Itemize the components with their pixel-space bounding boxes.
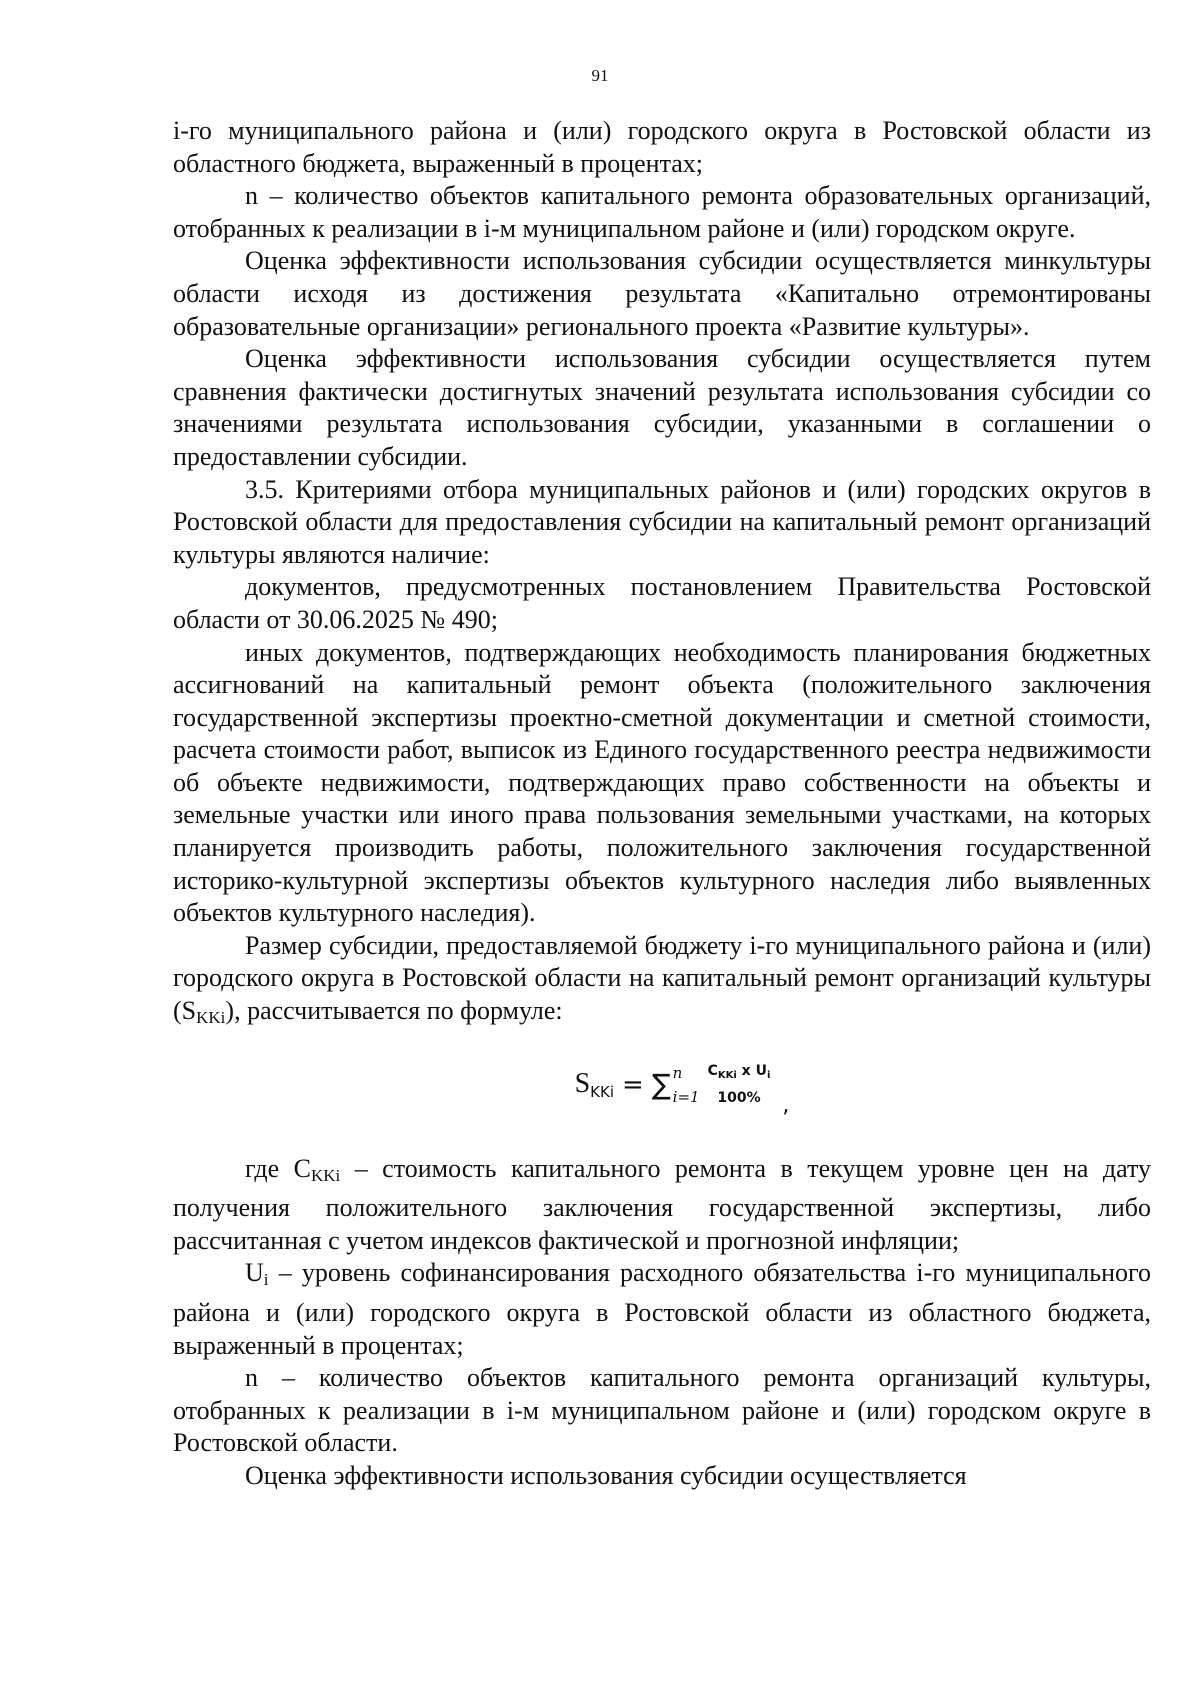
paragraph: документов, предусмотренных постановлением Правительства Ростовской области от 30.06.2025 № 490; [173, 572, 1151, 634]
formula-fraction [706, 1061, 773, 1108]
formula-lhs [575, 1068, 614, 1101]
page-number: 91 [591, 66, 609, 85]
paragraph: n – количество объектов капитального ремонта организаций культуры, отобранных к реализации в i-м муниципальном районе и (или) городском округе в Ростовской области. [173, 1363, 1151, 1458]
paragraph: иных документов, подтверждающих необходимость планирования бюджетных ассигнований на капитальный ремонт объекта (положительного заключения государственной экспертизы проектно-сметной документации и сметной стоимости, расчета стоимости работ, выписок из Единого государственного реестра недвижимости об объекте недвижимости, подтверждающих право собственности на объекты и земельные участки или иного права пользования земельными участками, на которых планируется производить работы, положительного заключения государственной историко-культурной экспертизы объектов культурного наследия либо выявленных объектов культурного наследия). [173, 637, 1151, 928]
formula-lhs-symbol: S [574, 1068, 591, 1100]
summation-limits [672, 1063, 700, 1106]
paragraph: Оценка эффективности использования субсидии осуществляется минкультуры области исходя из достижения результата «Капитально отремонтированы образовательные организации» регионального проекта «Развитие культуры». [173, 246, 1151, 341]
paragraph-text: ), рассчитывается по формуле: [225, 996, 563, 1026]
subscript: i [263, 1270, 269, 1290]
subsidy-size-paragraph [173, 930, 1151, 1035]
paragraph: Оценка эффективности использования субсидии осуществляется путем сравнения фактически достигнутых значений результата использования субсидии со значениями результата использования субсидии, указанными в соглашении о предоставлении субсидии. [173, 344, 1151, 471]
subsidy-formula [173, 1035, 1151, 1135]
paragraph-text: где C [245, 1153, 311, 1183]
definition-u [173, 1257, 1151, 1362]
paragraph-text: Размер субсидии, предоставляемой бюджету i-го муниципального района и (или) городского округа в Ростовской области на капитальный ремонт организаций культуры (S [173, 930, 1151, 1026]
fraction-denominator: 100% [717, 1090, 761, 1107]
formula-equals: = [622, 1069, 644, 1100]
definition-c [173, 1153, 1151, 1258]
paragraph-text: – стоимость капитального ремонта в текущем уровне цен на дату получения положительного заключения государственной экспертизы, либо рассчитанная с учетом индексов фактической и прогнозной инфляции; [173, 1153, 1151, 1255]
paragraph-text: – уровень софинансирования расходного обязательства i-го муниципального района и (или) городского округа в Ростовской области из областного бюджета, выраженный в процентах; [173, 1258, 1151, 1360]
paragraph-text: U [245, 1258, 264, 1288]
paragraph: n – количество объектов капитального ремонта образовательных организаций, отобранных к реализации в i-м муниципальном районе и (или) городском округе. [173, 181, 1151, 243]
subscript: KKi [310, 1165, 341, 1185]
fraction-numerator: $C_{KKi}$ x $U_i$ [707, 1063, 771, 1082]
summation-lower-limit: i=1 [672, 1087, 700, 1106]
paragraph: Оценка эффективности использования субсидии осуществляется [245, 1460, 967, 1490]
document-body [173, 115, 1151, 1493]
subscript: KKi [196, 1008, 226, 1028]
formula-lhs-subscript: KKi [590, 1083, 614, 1102]
paragraph: 3.5. Критериями отбора муниципальных районов и (или) городских округов в Ростовской области для предоставления субсидии на капитальный ремонт организаций культуры являются наличие: [173, 474, 1151, 569]
summation-icon: ∑ [651, 1068, 671, 1102]
paragraph: i-го муниципального района и (или) городского округа в Ростовской области из областного бюджета, выраженный в процентах; [173, 116, 1151, 178]
formula-comma: , [782, 1093, 790, 1119]
summation-upper-limit: n [672, 1063, 683, 1082]
